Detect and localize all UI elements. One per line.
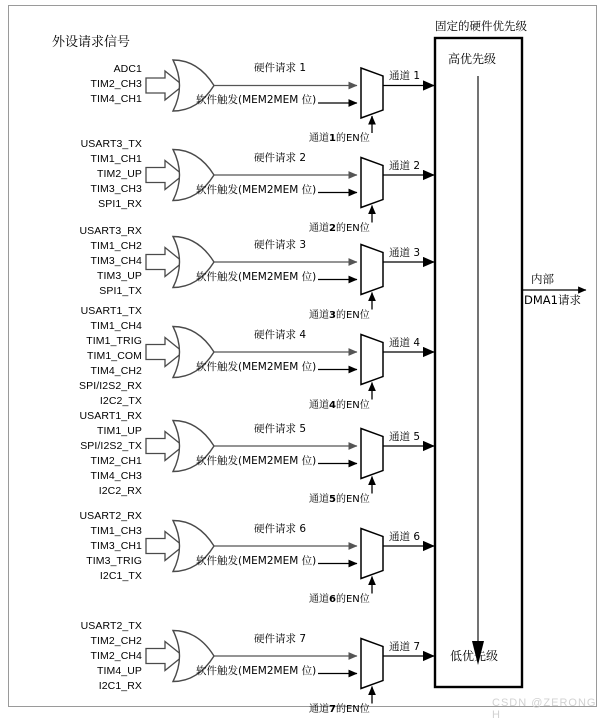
channel-out-label-6: 通道 6 [389,531,421,543]
signal-label: USART1_RX [79,410,142,422]
signal-label: TIM2_UP [96,168,142,180]
signal-label: I2C2_TX [99,395,142,407]
signal-label: USART3_TX [80,138,142,150]
signal-label: TIM3_CH1 [90,540,142,552]
signal-label: SPI1_RX [98,198,142,210]
signal-label: TIM1_CH4 [90,320,142,332]
signal-label: TIM4_CH3 [90,470,142,482]
signal-label: TIM2_CH3 [90,78,142,90]
en-bit-label-5 [309,495,370,505]
signal-label: TIM2_CH4 [90,650,142,662]
signal-label: SPI/I2S2_TX [80,440,142,452]
en-suffix: 的EN位 [335,133,370,144]
signal-label: I2C1_RX [98,680,142,692]
en-prefix: 通道 [309,594,329,605]
sw-trigger-label-6: 软件触发(MEM2MEM 位) [196,555,317,567]
en-number: 4 [329,400,336,411]
en-number: 2 [329,223,336,234]
en-suffix: 的EN位 [335,494,370,505]
en-suffix: 的EN位 [335,223,370,234]
signal-label: TIM1_UP [96,425,142,437]
sw-trigger-label-5: 软件触发(MEM2MEM 位) [196,455,317,467]
priority-box [435,38,522,687]
signal-label: TIM1_COM [86,350,142,362]
channel-out-label-7: 通道 7 [389,641,421,653]
signal-label: TIM1_CH3 [90,525,142,537]
hw-request-label-4: 硬件请求 4 [254,329,307,341]
signal-label: SPI1_TX [99,285,142,297]
en-suffix: 的EN位 [335,310,370,321]
en-prefix: 通道 [309,310,329,321]
signal-label: TIM4_CH2 [90,365,142,377]
en-prefix: 通道 [309,133,329,144]
en-bit-label-4 [309,401,370,411]
en-bit-label-1 [309,134,370,144]
channel-out-label-2: 通道 2 [389,160,421,172]
en-prefix: 通道 [309,400,329,411]
en-prefix: 通道 [309,704,329,715]
low-priority-label: 低优先级 [450,649,499,663]
signal-label: USART1_TX [80,305,142,317]
signal-label: USART2_TX [80,620,142,632]
signal-label: USART3_RX [79,225,142,237]
hw-request-label-2: 硬件请求 2 [254,152,307,164]
sw-trigger-label-2: 软件触发(MEM2MEM 位) [196,184,317,196]
priority-title: 固定的硬件优先级 [435,19,527,33]
signal-label: TIM3_UP [96,270,142,282]
en-bit-label-3 [309,311,370,321]
high-priority-label: 高优先级 [448,52,497,66]
channel-out-label-5: 通道 5 [389,431,421,443]
signal-label: USART2_RX [79,510,142,522]
internal-output-label: 内部 [531,272,554,286]
signal-label: TIM3_TRIG [86,555,142,567]
signal-label: TIM1_TRIG [86,335,142,347]
en-bit-label-6 [309,595,370,605]
signal-label: TIM4_CH1 [90,93,142,105]
en-number: 3 [329,310,336,321]
sw-trigger-label-4: 软件触发(MEM2MEM 位) [196,361,317,373]
signal-label: TIM3_CH4 [90,255,142,267]
en-number: 6 [329,594,336,605]
en-prefix: 通道 [309,494,329,505]
sw-trigger-label-1: 软件触发(MEM2MEM 位) [196,94,317,106]
channel-out-label-1: 通道 1 [389,70,421,82]
peripheral-request-header: 外设请求信号 [52,35,131,50]
en-number: 7 [329,704,336,715]
signal-label: ADC1 [113,63,142,75]
en-suffix: 的EN位 [335,594,370,605]
en-number: 1 [329,133,336,144]
channel-out-label-4: 通道 4 [389,337,421,349]
signal-label: TIM1_CH1 [90,153,142,165]
en-bit-label-2 [309,224,370,234]
signal-label: TIM4_UP [96,665,142,677]
en-number: 5 [329,494,336,505]
signal-label: I2C1_TX [99,570,142,582]
en-suffix: 的EN位 [335,704,370,715]
signal-label: TIM2_CH2 [90,635,142,647]
hw-request-label-3: 硬件请求 3 [254,239,307,251]
signal-label: I2C2_RX [98,485,142,497]
watermark: CSDN @ZERONG H [492,697,597,721]
en-bit-label-7 [309,705,370,715]
hw-request-label-6: 硬件请求 6 [254,523,307,535]
signal-label: TIM2_CH1 [90,455,142,467]
signal-label: SPI/I2S2_RX [79,380,142,392]
sw-trigger-label-3: 软件触发(MEM2MEM 位) [196,271,317,283]
channel-out-label-3: 通道 3 [389,247,421,259]
signal-label: TIM3_CH3 [90,183,142,195]
hw-request-label-7: 硬件请求 7 [254,633,307,645]
en-suffix: 的EN位 [335,400,370,411]
en-prefix: 通道 [309,223,329,234]
sw-trigger-label-7: 软件触发(MEM2MEM 位) [196,665,317,677]
signal-label: TIM1_CH2 [90,240,142,252]
hw-request-label-1: 硬件请求 1 [254,62,307,74]
dma1-request-label: DMA1请求 [524,293,581,307]
hw-request-label-5: 硬件请求 5 [254,423,307,435]
